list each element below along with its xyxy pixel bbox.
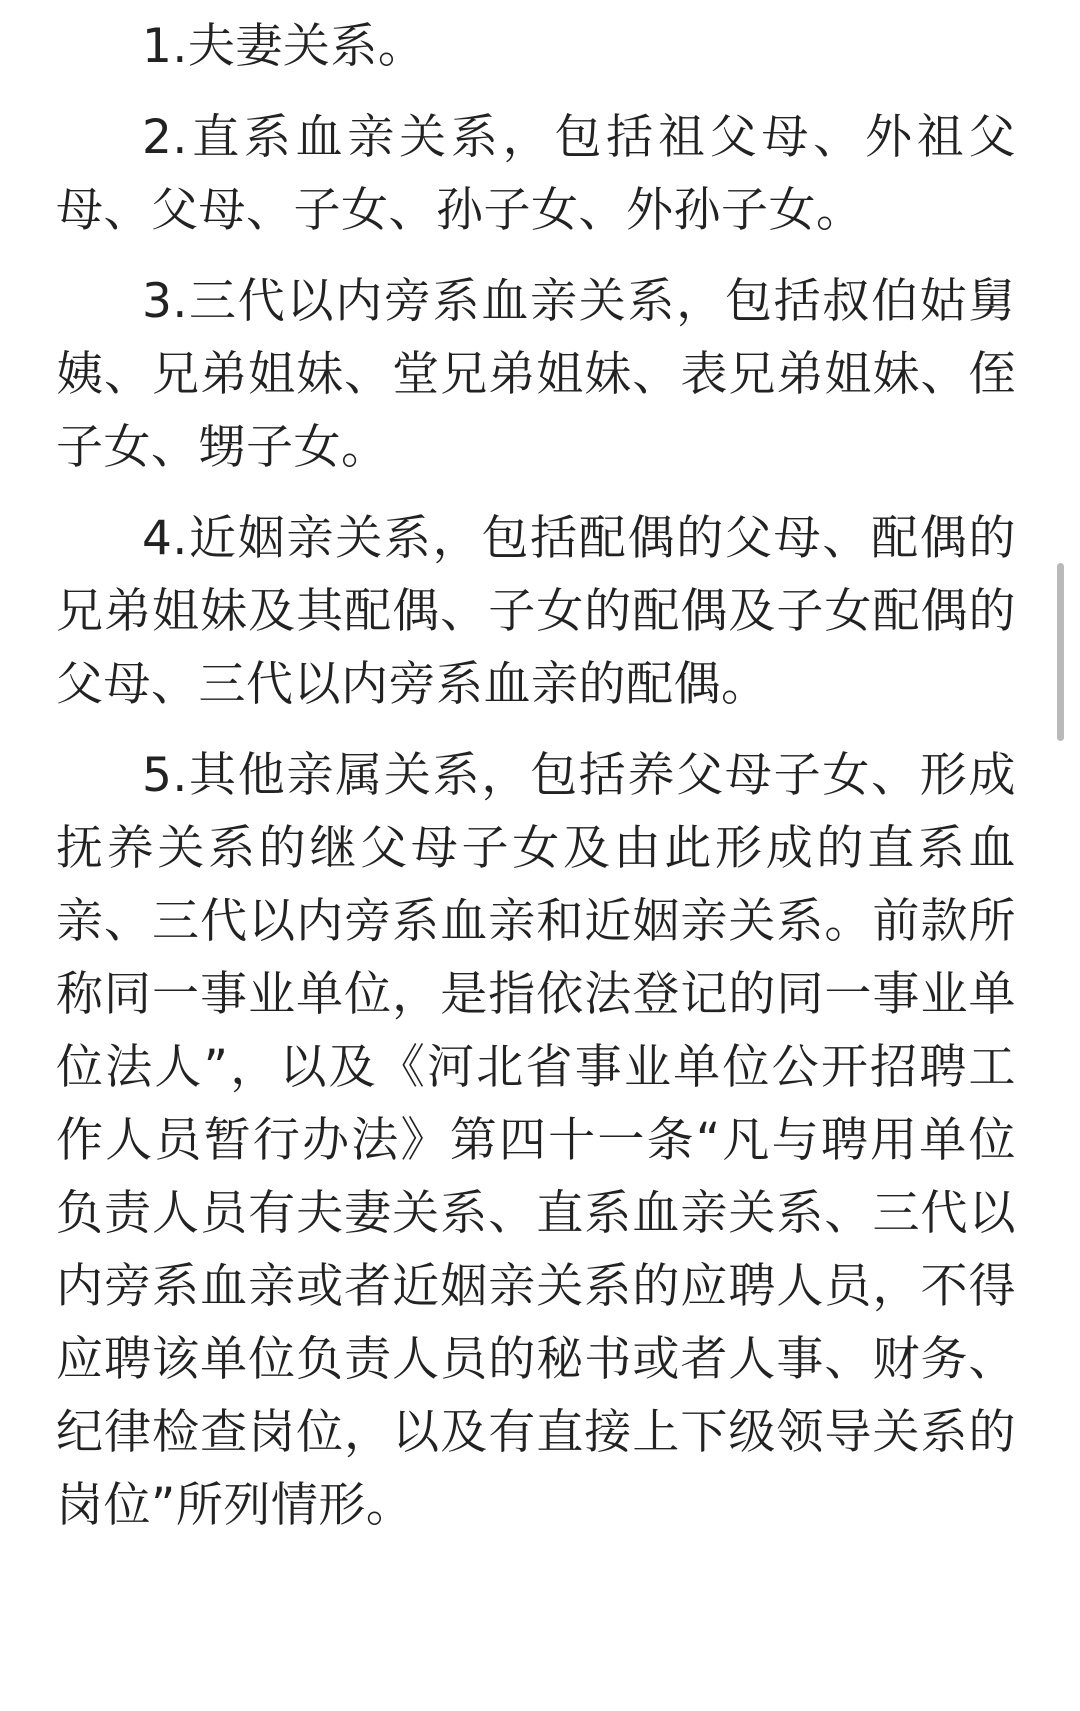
paragraph-1: 1.夫妻关系。 bbox=[142, 19, 426, 74]
paragraph-2: 2.直系血亲关系，包括祖父母、外祖父母、父母、子女、孙子女、外孙子女。 bbox=[56, 110, 1016, 238]
scrollbar-thumb[interactable] bbox=[1057, 563, 1064, 741]
article-body bbox=[56, 0, 1016, 1560]
paragraph-4: 4.近姻亲关系，包括配偶的父母、配偶的兄弟姐妹及其配偶、子女的配偶及子女配偶的父母、三代以内旁系血亲的配偶。 bbox=[56, 511, 1016, 712]
paragraph-5: 5.其他亲属关系，包括养父母子女、形成抚养关系的继父母子女及由此形成的直系血亲、三代以内旁系血亲和近姻亲关系。前款所称同一事业单位，是指依法登记的同一事业单位法人”，以及《河北省事业单位公开招聘工作人员暂行办法》第四十一条“凡与聘用单位负责人员有夫妻关系、直系血亲关系、三代以内旁系血亲或者近姻亲关系的应聘人员，不得应聘该单位负责人员的秘书或者人事、财务、纪律检查岗位，以及有直接上下级领导关系的岗位”所列情形。 bbox=[56, 748, 1016, 1533]
paragraph-3: 3.三代以内旁系血亲关系，包括叔伯姑舅姨、兄弟姐妹、堂兄弟姐妹、表兄弟姐妹、侄子女、甥子女。 bbox=[56, 274, 1016, 475]
